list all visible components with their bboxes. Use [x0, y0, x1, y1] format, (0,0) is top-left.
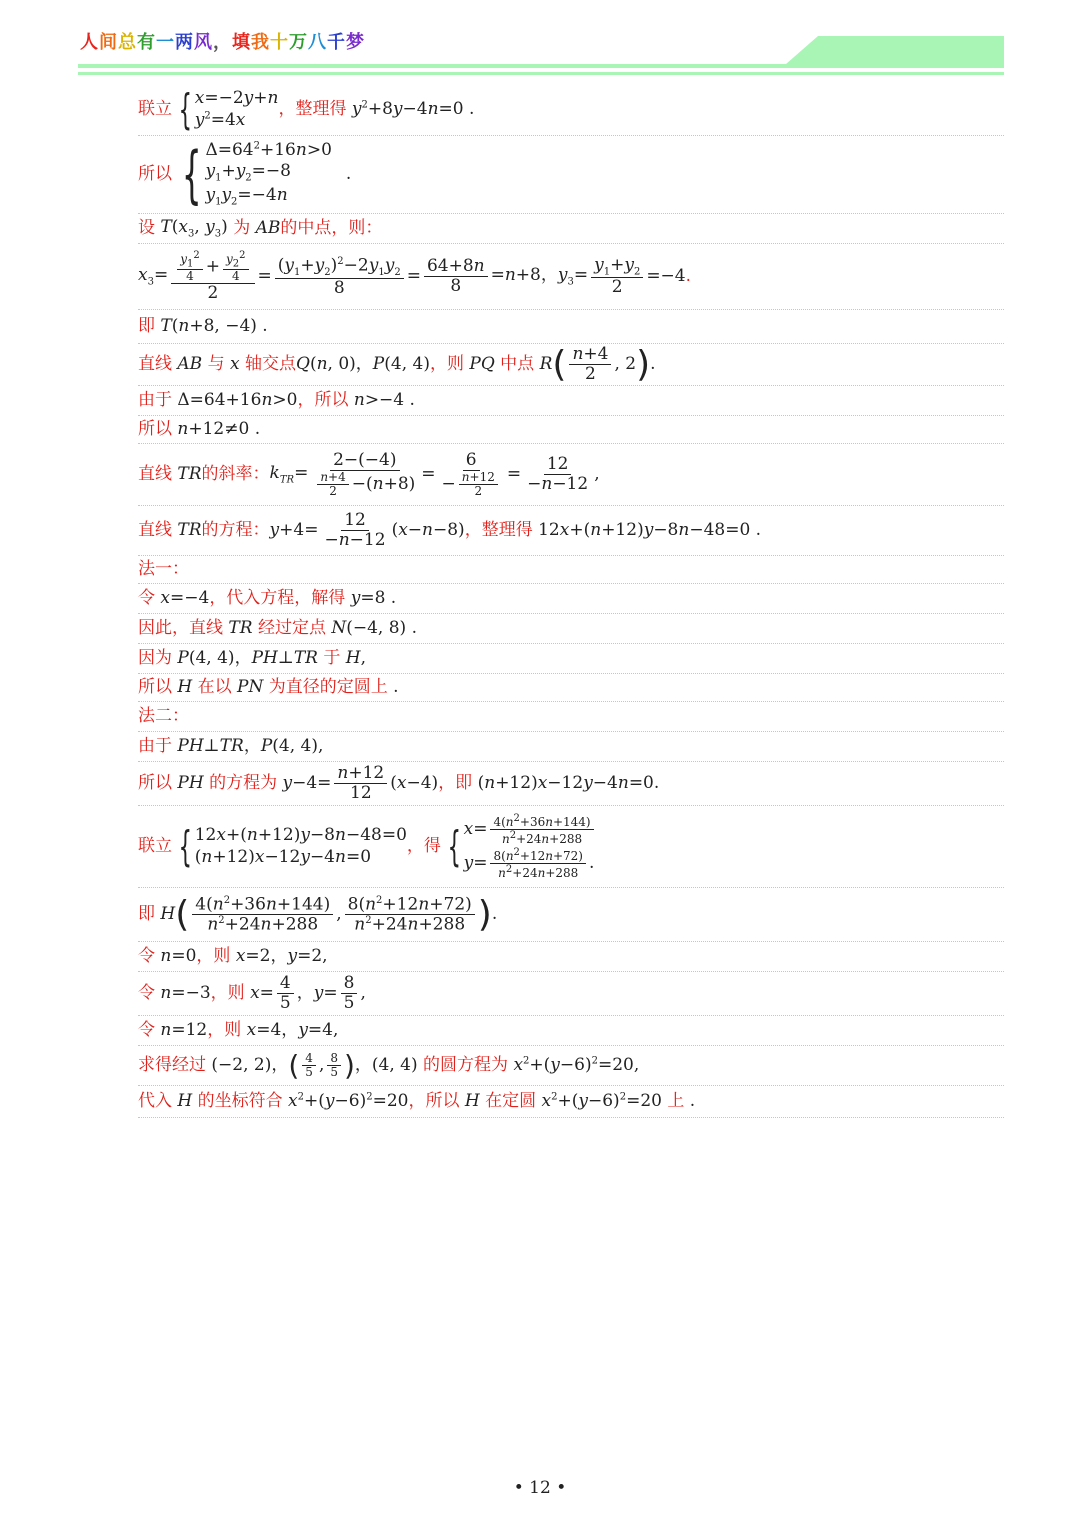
line-n-range: 由于 Δ=64+16n>0 ，所以 n>−4 .: [138, 386, 1004, 416]
line-n-minus3: 令 n=−3 ，则 x= $\frac{4}{5}$ ，y= $\frac{8}{5}$ ,: [138, 972, 1004, 1016]
solution-body: [138, 84, 1004, 1118]
line-n-0: 令 n=0 ，则 x=2，y=2,: [138, 942, 1004, 972]
equation-system: { x=−2y+n $y^2=4x$: [178, 84, 279, 134]
page-number: • 12 •: [513, 1478, 567, 1498]
line-x3-y3: $x_3=$ $\frac{y_1^2}{4}$ + $\frac{y_2^2}{4}$ 2 = $\frac{(y_1+y_2)^2-2y_1y_2}{8}$ = $\frac{64+8n}{8}$ =n+8，$y_3=$ $\frac{y_1+y_2}{2}$ =−4.: [138, 244, 1004, 310]
line-H-coords: 即 H ( $\frac{4(n^2+36n+144)}{n^2+24n+288}$ , $\frac{8(n^2+12n+72)}{n^2+24n+288}$ ) .: [138, 888, 1004, 942]
header-title-char: 我: [251, 32, 270, 53]
line-n-12: 令 n=12 ，则 x=4，y=4,: [138, 1016, 1004, 1046]
line-simultaneous-1: 联立 { x=−2y+n $y^2=4x$ ，整理得 $y^2+8y-4n=0$ .: [138, 84, 1004, 136]
header-title-char: 千: [327, 32, 346, 53]
line-midpoint-def: 设 $T(x_3$, $y_3$) 为 AB 的中点，则：: [138, 214, 1004, 244]
header-title-char: 一: [156, 32, 175, 53]
header-title-char: 风: [194, 32, 213, 53]
header-title-char: 万: [289, 32, 308, 53]
header-title-char: 有: [137, 32, 156, 53]
header-decoration: [78, 36, 1004, 80]
header-title-char: 十: [270, 32, 289, 53]
header-title-char: 八: [308, 32, 327, 53]
equation-solution: { x= $\frac{4(n^2+36n+144)}{n^2+24n+288}$ y= $\frac{8(n^2+12n+72)}{n^2+24n+288}$ .: [447, 813, 595, 880]
line-PH-perp: 由于 PH⊥TR，P(4, 4),: [138, 732, 1004, 762]
line-n-neq: 所以 n+12≠0 .: [138, 416, 1004, 444]
line-final: 代入 H 的坐标符合 $x^2+(y-6)^2=20$ ，所以 H 在定圆 $x^2+(y-6)^2=20$ 上 .: [138, 1086, 1004, 1118]
line-equation-TR: 直线 TR 的方程： y+4= $\frac{12}{-n-12}$ (x−n−8) ，整理得 12x+(n+12)y−8n−48=0 .: [138, 506, 1004, 556]
line-fixed-point: 因此，直线 TR 经过定点 N(−4, 8) .: [138, 614, 1004, 644]
line-AB-Q-R: 直线 AB 与 x 轴交点 Q(n, 0)，P(4, 4) ，则 PQ 中点 R ( $\frac{n+4}{2}$ , 2 ) .: [138, 344, 1004, 386]
line-substitute-x: 令 x=−4 ，代入方程，解得 y=8 .: [138, 584, 1004, 614]
label: 联立: [138, 98, 172, 119]
line-circle-conclusion: 所以 H 在以 PN 为直径的定圆上 .: [138, 674, 1004, 702]
line-slope-TR: 直线 TR 的斜率： $k_{TR}=$ 2−(−4) $\frac{n+4}{2}$ −(n+8) = 6 − $\frac{n+12}{2}$ = $\frac{12}{-n-12}$ ,: [138, 444, 1004, 506]
header-title-char: 总: [118, 32, 137, 53]
line-perpendicular: 因为 P(4, 4)，PH⊥TR 于 H,: [138, 644, 1004, 674]
header-title-char: 填: [232, 32, 251, 53]
header-title-char: 梦: [346, 32, 365, 53]
header-title-char: 两: [175, 32, 194, 53]
line-simultaneous-2: 联立 { 12x+(n+12)y−8n−48=0 (n+12)x−12y−4n=0 ，得 { x= $\frac{4(n^2+36n+144)}{n^2+24n+288}$ y= $\frac{8(n^2+12n+72)}{n^2+24n+288}$ .: [138, 806, 1004, 888]
equation-system: { $\Delta=64^2+16n>0$ $y_1+y_2=-8$ $y_1y_2=-4n$: [181, 137, 332, 211]
method-two-heading: 法二：: [138, 702, 1004, 732]
line-PH-equation: 所以 PH 的方程为 y−4= $\frac{n+12}{12}$ (x−4) ，即 (n+12)x−12y−4n=0.: [138, 762, 1004, 806]
header-title-char: 人: [80, 32, 99, 53]
header-title-char: ，: [213, 32, 232, 53]
header-title-char: 间: [99, 32, 118, 53]
line-circle-equation: 求得经过 (−2, 2)， ( $\frac{4}{5}$ , $\frac{8}{5}$ ) ，(4, 4) 的圆方程为 $x^2+(y-6)^2=20$,: [138, 1046, 1004, 1086]
method-one-heading: 法一：: [138, 556, 1004, 584]
line-discriminant: 所以 { $\Delta=64^2+16n>0$ $y_1+y_2=-8$ $y_1y_2=-4n$ .: [138, 136, 1004, 214]
line-T: 即 T(n+8, −4) .: [138, 310, 1004, 344]
equation-system: { 12x+(n+12)y−8n−48=0 (n+12)x−12y−4n=0: [178, 821, 407, 871]
